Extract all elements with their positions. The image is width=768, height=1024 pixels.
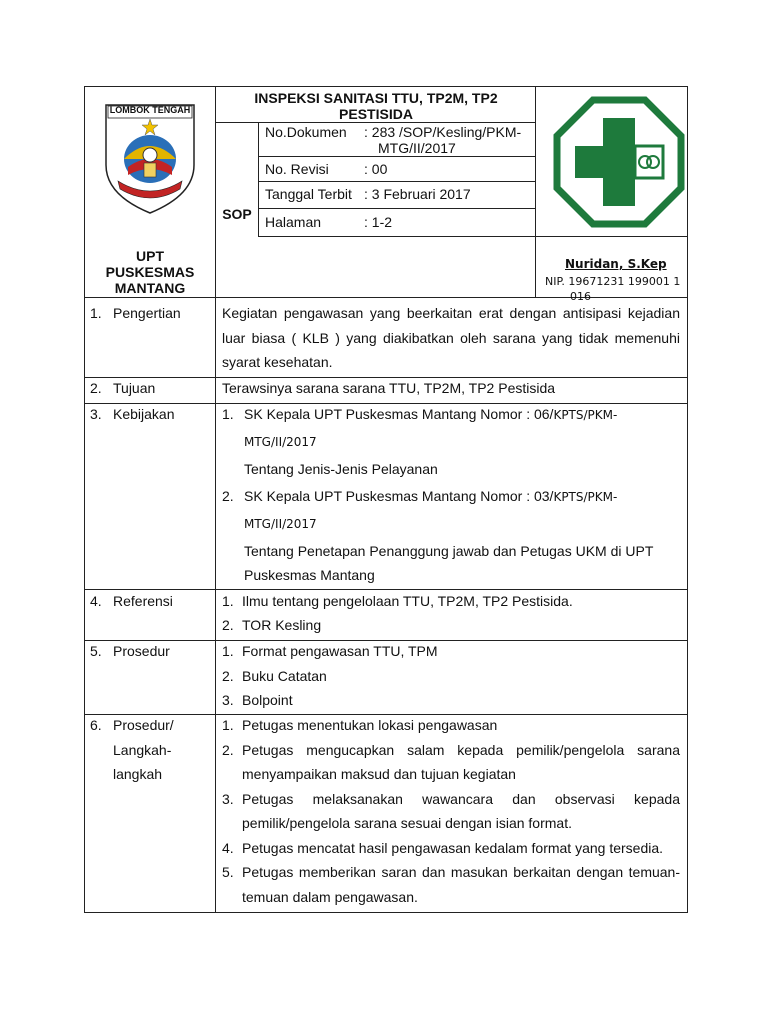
row-number: 3. bbox=[90, 406, 102, 422]
signer-name: Nuridan, S.Kep bbox=[565, 257, 667, 271]
row-number: 5. bbox=[90, 643, 102, 659]
prosedur-item: Format pengawasan TTU, TPM bbox=[242, 643, 438, 659]
row-label-prosedur: Prosedur bbox=[113, 643, 170, 659]
langkah-item: Petugas memberikan saran dan masukan berkaitan dengan temuan- bbox=[242, 864, 680, 880]
row-label-kebijakan: Kebijakan bbox=[113, 406, 175, 422]
prosedur-item: Buku Catatan bbox=[242, 668, 327, 684]
signer-nip: NIP. 19671231 199001 1 bbox=[545, 275, 681, 288]
kebijakan-item-1-code-cont: MTG/II/2017 bbox=[244, 435, 317, 449]
kebijakan-item-2-desc-cont: Puskesmas Mantang bbox=[244, 567, 375, 583]
kebijakan-item-2 bbox=[244, 487, 617, 506]
org-name-line2: PUSKESMAS bbox=[105, 264, 195, 280]
tujuan-text: Terawsinya sarana sarana TTU, TP2M, TP2 Pestisida bbox=[222, 380, 556, 396]
list-number: 2. bbox=[222, 617, 234, 633]
kebijakan-item-2-desc: Tentang Penetapan Penanggung jawab dan Petugas UKM di UPT bbox=[244, 543, 654, 559]
langkah-item-cont: pemilik/pengelola sarana sesuai dengan isian format. bbox=[242, 815, 572, 831]
row-number: 1. bbox=[90, 305, 102, 321]
org-name-line3: MANTANG bbox=[114, 280, 186, 296]
revisi-label: No. Revisi bbox=[265, 161, 329, 177]
row-number: 6. bbox=[90, 717, 102, 733]
puskesmas-logo bbox=[553, 96, 685, 228]
list-number: 2. bbox=[222, 742, 234, 758]
kebijakan-item-1-code: KPTS/PKM- bbox=[553, 408, 618, 422]
list-number: 2. bbox=[222, 488, 234, 504]
langkah-item: Petugas mencatat hasil pengawasan kedalam format yang tersedia. bbox=[242, 840, 664, 856]
list-number: 4. bbox=[222, 840, 234, 856]
lombok-tengah-logo bbox=[104, 103, 196, 215]
list-number: 3. bbox=[222, 692, 234, 708]
signer-nip-cont: 016 bbox=[570, 290, 591, 303]
kebijakan-item-1-text: SK Kepala UPT Puskesmas Mantang Nomor : 06/ bbox=[244, 406, 554, 422]
terbit-value: : 3 Februari 2017 bbox=[364, 186, 471, 202]
list-number: 1. bbox=[222, 717, 234, 733]
kebijakan-item-2-code-cont: MTG/II/2017 bbox=[244, 517, 317, 531]
list-number: 1. bbox=[222, 406, 234, 422]
langkah-item-cont: temuan dalam pengawasan. bbox=[242, 889, 418, 905]
row-number: 4. bbox=[90, 593, 102, 609]
logo-text: LOMBOK TENGAH bbox=[109, 105, 191, 115]
doc-no-label: No.Dokumen bbox=[265, 124, 347, 140]
halaman-value: : 1-2 bbox=[364, 214, 393, 230]
doc-no-value: : 283 /SOP/Kesling/PKM- bbox=[364, 124, 522, 140]
org-name-line1: UPT bbox=[136, 248, 164, 264]
kebijakan-item-1-desc: Tentang Jenis-Jenis Pelayanan bbox=[244, 461, 438, 477]
row-label-tujuan: Tujuan bbox=[113, 380, 156, 396]
list-number: 5. bbox=[222, 864, 234, 880]
kebijakan-item-1 bbox=[244, 405, 617, 424]
referensi-item: TOR Kesling bbox=[242, 617, 322, 633]
revisi-value: : 00 bbox=[364, 161, 388, 177]
row-label-langkah: Prosedur/ bbox=[113, 717, 174, 733]
sop-label: SOP bbox=[222, 206, 252, 222]
terbit-label: Tanggal Terbit bbox=[265, 186, 352, 202]
pengertian-text-line: syarat kesehatan. bbox=[222, 354, 333, 370]
list-number: 2. bbox=[222, 668, 234, 684]
row-label-langkah-cont: Langkah- bbox=[113, 742, 172, 758]
langkah-item: Petugas melaksanakan wawancara dan observasi kepada bbox=[242, 791, 680, 807]
row-label-pengertian: Pengertian bbox=[113, 305, 181, 321]
langkah-item-cont: menyampaikan maksud dan tujuan kegiatan bbox=[242, 766, 516, 782]
halaman-label: Halaman bbox=[265, 214, 322, 230]
list-number: 1. bbox=[222, 643, 234, 659]
row-label-referensi: Referensi bbox=[113, 593, 173, 609]
referensi-item: Ilmu tentang pengelolaan TTU, TP2M, TP2 Pestisida. bbox=[242, 593, 573, 609]
langkah-item: Petugas menentukan lokasi pengawasan bbox=[242, 717, 498, 733]
pengertian-text-line: Kegiatan pengawasan yang beerkaitan erat dengan antisipasi kejadian bbox=[222, 305, 680, 321]
list-number: 3. bbox=[222, 791, 234, 807]
pengertian-text-line: luar biasa ( KLB ) yang diakibatkan oleh sarana yang tidak memenuhi bbox=[222, 330, 680, 346]
prosedur-item: Bolpoint bbox=[242, 692, 293, 708]
list-number: 1. bbox=[222, 593, 234, 609]
document-title-line1: INSPEKSI SANITASI TTU, TP2M, TP2 bbox=[254, 90, 498, 106]
doc-no-value-cont: MTG/II/2017 bbox=[378, 140, 456, 156]
document-title-line2: PESTISIDA bbox=[339, 106, 413, 122]
row-label-langkah-cont: langkah bbox=[113, 766, 163, 782]
row-number: 2. bbox=[90, 380, 102, 396]
langkah-item: Petugas mengucapkan salam kepada pemilik/pengelola sarana bbox=[242, 742, 680, 758]
kebijakan-item-2-text: SK Kepala UPT Puskesmas Mantang Nomor : 03/ bbox=[244, 488, 554, 504]
kebijakan-item-2-code: KPTS/PKM- bbox=[553, 490, 618, 504]
